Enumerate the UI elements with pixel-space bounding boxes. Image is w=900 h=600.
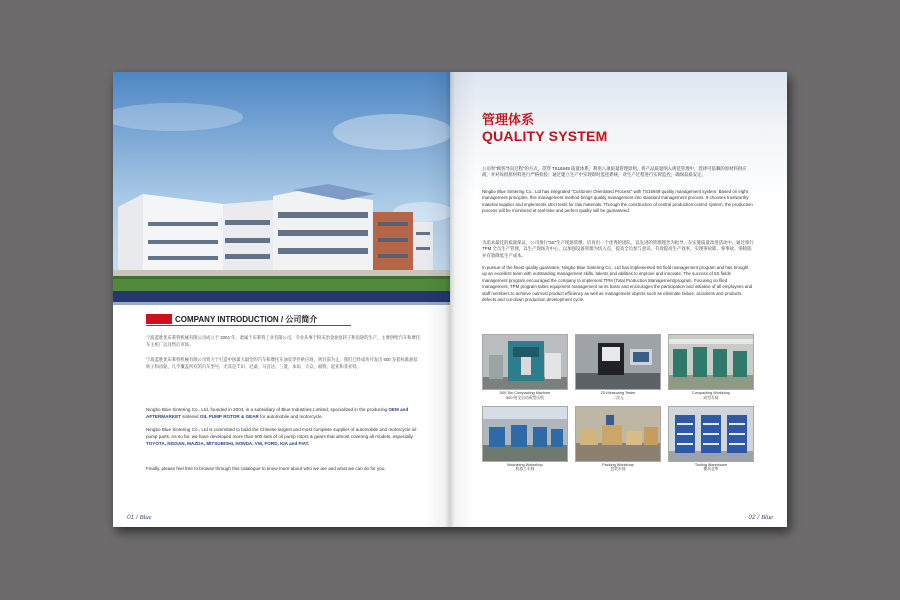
quality-title-en: QUALITY SYSTEM	[482, 128, 608, 144]
page-number: 01	[127, 514, 135, 521]
para1-highlight-oem: OEM and AFTERMARKET	[146, 407, 409, 419]
para2-text: Ningbo Blue Sintering Co., Ltd is committed to build the Chinese largest and most complete supplier of automobile and motorcycle oil pump parts. As so far, we have developed more than 600 sets of oil pump rotors & gears that almost covering all models, especially	[146, 427, 417, 439]
brand-name: Blue	[761, 514, 773, 521]
machining-workshop-photo	[482, 406, 568, 462]
caption-en: Packing Workshop	[602, 462, 634, 467]
intro-en-paragraph-1	[146, 406, 421, 420]
gallery-caption	[695, 463, 727, 473]
gallery-caption	[507, 463, 542, 473]
caption-en: 500 Ton Compacting Machine	[499, 391, 551, 395]
caption-en: Machining Workshop	[507, 462, 543, 467]
workshop-gallery	[482, 334, 754, 472]
quality-en-paragraph-2: In pursue of the finest quality guarantee, Ningbo Blue Sintering Co., Ltd has implemented 5S field management program and has brought up an excellent team with outstanding management skills, talents and abilities to improve and innovate. The success of 5S fields management program encouraged the company to implement TPM (Total Production Management)program. Focusing on filed management, TPM program takes equipment management as its basis and encourages the participation and initiative of all employees and staff members to achieve outmost product efficiency as well as management objects such as eliminate failure, accidents and products defects and cut-down production development cycle.	[482, 265, 753, 303]
gallery-item	[575, 334, 661, 401]
compacting-machine-photo	[482, 334, 568, 390]
quality-title-cn: 管理体系	[482, 113, 535, 128]
caption-cn: 包装车间	[610, 467, 626, 472]
page-number-right: 02 / Blue	[748, 514, 773, 521]
packing-workshop-photo	[575, 406, 661, 462]
caption-cn: 机加工车间	[515, 467, 535, 472]
tooling-warehouse-photo	[668, 406, 754, 462]
caption-cn: 500 吨全自动成型压机	[506, 395, 544, 400]
section-heading	[146, 313, 317, 325]
caption-cn: 模具仓库	[703, 467, 719, 472]
left-page	[113, 72, 450, 527]
quality-cn-paragraph-1: 公司奉“顾客导向过程”的方式，贯穿 TS16949 质量体系，利用八项质量管理原则，将产品质量纳入规范管理中，选择可依赖的原材料供应商，并对每批原材料进行严格检验；通过建立生产中实现即时监控系统，对生产过程进行实时监控，确保品质安定。	[482, 166, 747, 178]
heading-underline	[146, 325, 351, 326]
para2-highlight-brands: TOYOTA, NISSAN, MAZDA, MITSUBISHI, HONDA, VW, FORD, KIA and FIAT.	[146, 441, 310, 446]
factory-photo	[113, 72, 450, 302]
caption-cn: 成型车间	[703, 395, 719, 400]
gallery-item	[575, 406, 661, 473]
quality-en-paragraph-1: Ningbo Blue Sintering Co., Ltd has integrated "Customer Orientated Process" with TS16949 quality management system. Based on eight management principles, this management method brings quality management into standard management process. It chooses trustworthy material supplier and implements strict tests for raw materials. Through the construction of central production control system, the production process will be monitored at real-time and perfect quality will be guaranteed.	[482, 189, 753, 214]
intro-cn-paragraph-2: 宁波蓝胜优布莱特机械有限公司致力于打造中国最大最全的汽车和摩托车油泵零件供应商，到目前为止，我们已经成功开发出 600 多套标准油泵转子和齿轮，几乎覆盖所有的汽车型号，尤其是丰田、尼桑、马自达、三菱、本田、大众、福特、起亚和菲亚特。	[146, 357, 418, 369]
para1-text-a: Ningbo Blue Sintering Co., Ltd, founded in 2004, is a subsidiary of Blue Industries Limited; specialized in the producing	[146, 407, 388, 412]
page-number: 02	[748, 514, 756, 521]
caption-en: 2D Measuring Tester	[600, 391, 636, 395]
intro-en-paragraph-2	[146, 426, 421, 447]
para1-highlight-product: OIL PUMP ROTOR & GEAR	[199, 414, 259, 419]
intro-en-paragraph-3: Finally, please feel free to browse through this catalogue to know more about who we are and what we can do for you.	[146, 466, 386, 471]
measuring-tester-photo	[575, 334, 661, 390]
caption-en: Tooling Warehouse	[694, 462, 728, 467]
right-page	[450, 72, 787, 527]
red-accent-bar	[146, 314, 172, 324]
gallery-item	[668, 334, 754, 401]
gallery-caption	[602, 463, 634, 473]
quality-cn-paragraph-2: 为追求最佳的质量保证，公司推行“5S”生产现场管理，培育出一个优秀的团队，以先进的管理理念为指导，在实施质量改进活动中，通过推行 TPM 全员生产管理，以生产现场为中心，以加强设备管理为切入点，提高全员参与意识，有效提高生产效率，实现零故障、零事故、零缺陷并有效降低生产成本。	[482, 240, 754, 258]
para1-text-b: sintered	[182, 414, 199, 419]
gallery-caption	[692, 391, 730, 401]
brochure-spread	[113, 72, 787, 527]
page-number-left: 01 / Blue	[127, 514, 152, 521]
gallery-item	[668, 406, 754, 473]
intro-cn-paragraph-1: 宁波蓝胜优布莱特机械有限公司成立于 2004 年，隶属于布莱特工业有限公司，专业从事于粉末冶金油泵转子和齿轮的生产，主要供给汽车和摩托车主机厂以及售后市场。	[146, 335, 421, 347]
caption-en: Compacting Workshop	[691, 391, 731, 395]
caption-cn: 二次元	[612, 395, 624, 400]
gallery-item	[482, 334, 568, 401]
gallery-caption	[601, 391, 636, 401]
section-title: COMPANY INTRODUCTION / 公司简介	[175, 314, 318, 324]
para1-text-c: for automobile and motorcycle.	[260, 414, 323, 419]
gallery-item	[482, 406, 568, 473]
compacting-workshop-photo	[668, 334, 754, 390]
gallery-caption	[500, 391, 550, 401]
blue-band-stripe	[113, 302, 450, 305]
brand-name: Blue	[139, 514, 152, 521]
